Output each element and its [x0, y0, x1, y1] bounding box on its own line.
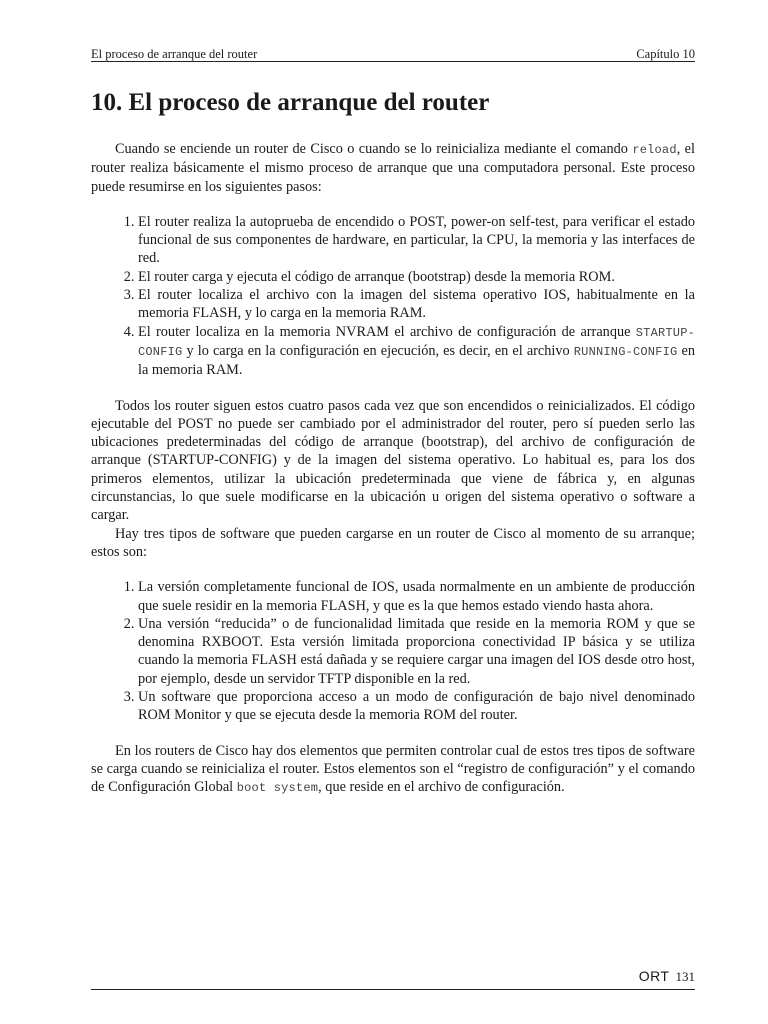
boot-step-4-text-b: y lo carga en la configuración en ejecución, es decir, en el archivo — [182, 342, 574, 359]
paragraph-boot-control — [91, 742, 695, 798]
intro-paragraph — [91, 140, 695, 196]
header-rule — [91, 61, 695, 62]
intro-text-after: , el router realiza básicamente el mismo proceso de arranque que una computadora personal. Este proceso puede resumirse en los siguientes pasos: — [91, 141, 695, 195]
software-type-1-text: La versión completamente funcional de IOS, usada normalmente en un ambiente de producción que suele residir en la memoria FLASH, y que es la que hemos estado viendo hasta ahora. — [138, 579, 695, 614]
boot-step-1-text: El router realiza la autoprueba de encendido o POST, power-on self-test, para verificar el estado funcional de sus componentes de hardware, en particular, la CPU, la memoria y las interfaces de red. — [138, 213, 695, 267]
boot-steps-list — [91, 213, 695, 380]
software-types-list — [91, 578, 695, 724]
intro-text-before: Cuando se enciende un router de Cisco o cuando se lo reinicializa mediante el comando — [115, 141, 633, 157]
document-page — [91, 0, 695, 1024]
boot-step-3-text: El router localiza el archivo con la imagen del sistema operativo IOS, habitualmente en la memoria FLASH, y lo carga en la memoria RAM. — [138, 287, 695, 322]
header-section-title: El proceso de arranque del router — [91, 47, 258, 61]
footer-rule — [91, 989, 695, 990]
header-chapter-label: Capítulo 10 — [636, 47, 695, 61]
software-type-2-text: Una versión “reducida” o de funcionalidad limitada que reside en la memoria ROM y que se denomina RXBOOT. Esta versión limitada proporciona conectividad IP básica y se utiliza cuando la memoria FLASH está dañada y se requiere cargar una imagen del IOS desde otro host, por ejemplo, desde un servidor TFTP disponible en la red. — [138, 615, 695, 687]
paragraph-defaults: Todos los router siguen estos cuatro pasos cada vez que son encendidos o reinicializados. El código ejecutable del POST no puede ser cambiado por el administrador del router, pero sí pueden serlo las ubicaciones predeterminadas del código de arranque (bootstrap), del archivo de configuración de arranque (STARTUP-CONFIG) y de la imagen del sistema operativo. Lo habitual es, para los dos primeros elementos, utilizar la ubicación predeterminada que viene de fábrica y, en algunas circunstancias, lo que suele modificarse en la ubicación u origen del sistema operativo o software a cargar. — [91, 397, 695, 524]
running-config-code: RUNNING-CONFIG — [573, 344, 678, 359]
software-type-1 — [138, 578, 695, 615]
page-footer — [639, 968, 695, 985]
boot-step-2-text: El router carga y ejecuta el código de arranque (bootstrap) desde la memoria ROM. — [138, 268, 615, 285]
chapter-title: 10. El proceso de arranque del router — [91, 89, 490, 116]
software-type-2 — [138, 615, 695, 688]
page-number: 131 — [675, 969, 695, 984]
running-header — [91, 44, 695, 62]
chapter-body — [91, 140, 695, 798]
software-type-3-text: Un software que proporciona acceso a un modo de configuración de bajo nivel denominado ROM Monitor y que se ejecuta desde la memoria ROM del router. — [138, 689, 695, 724]
boot-step-4-text-c: en la memoria RAM. — [138, 342, 695, 379]
footer-org: ORT — [638, 968, 670, 984]
boot-step-2 — [138, 268, 695, 286]
startup-config-code: STARTUP-CONFIG — [138, 325, 695, 359]
paragraph-software-types-intro: Hay tres tipos de software que pueden cargarse en un router de Cisco al momento de su arranque; estos son: — [91, 525, 695, 560]
intro-code-reload: reload — [632, 143, 677, 157]
boot-control-text-after: , que reside en el archivo de configuración. — [318, 779, 565, 796]
boot-control-text-before: En los routers de Cisco hay dos elementos que permiten controlar cual de estos tres tipos de software se carga cuando se reinicializa el router. Estos elementos son el “registro de configuración” y el comando de Configuración Global — [91, 742, 695, 796]
boot-step-4-text-a: El router localiza en la memoria NVRAM el archivo de configuración de arranque — [138, 323, 636, 340]
software-type-3 — [138, 688, 695, 725]
boot-step-4 — [138, 323, 695, 380]
boot-system-code: boot system — [236, 781, 319, 796]
boot-step-3 — [138, 286, 695, 323]
boot-step-1 — [138, 213, 695, 268]
